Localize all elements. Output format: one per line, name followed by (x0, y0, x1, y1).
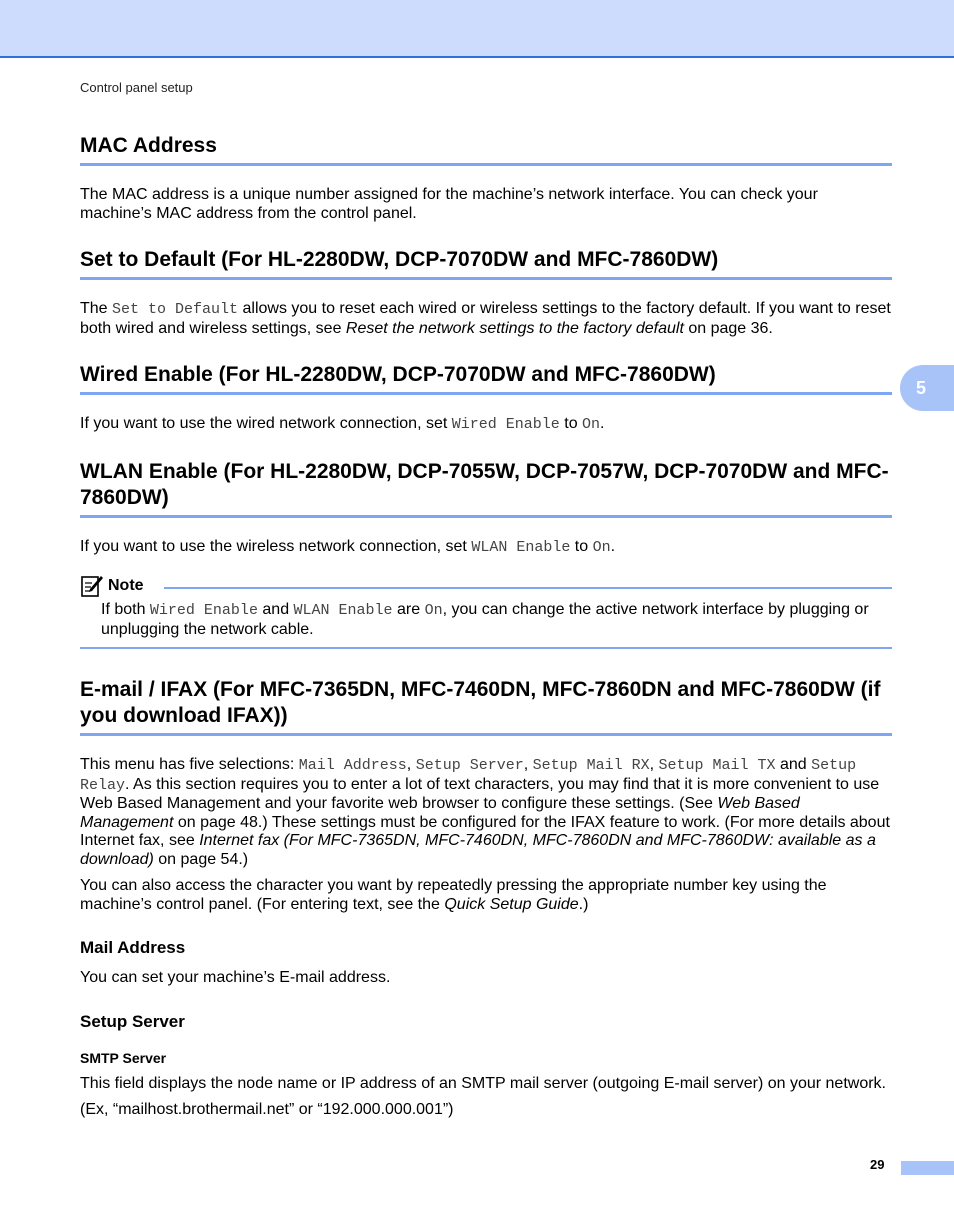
chapter-tab: 5 (900, 365, 954, 411)
mail-address-body: You can set your machine’s E-mail address. (80, 969, 391, 986)
mac-address-body: The MAC address is a unique number assigned for the machine’s network interface. You can check your machine’s MAC address from the control panel. (80, 186, 818, 222)
wired-enable-body: If you want to use the wired network connection, set Wired Enable to On. (80, 415, 605, 433)
code-on: On (424, 602, 443, 619)
code-wlan-enable: WLAN Enable (471, 538, 571, 556)
running-head: Control panel setup (80, 80, 193, 95)
code-on: On (582, 416, 601, 433)
heading-set-to-default: Set to Default (For HL-2280DW, DCP-7070DW and MFC-7860DW) (80, 247, 892, 280)
link-internet-fax: Internet fax (For MFC-7365DN, MFC-7460DN, MFC-7860DN and MFC-7860DW: available as a download) (80, 832, 876, 868)
email-ifax-body: This menu has five selections: Mail Address, Setup Server, Setup Mail RX, Setup Mail TX and Setup Relay. As this section requires you to enter a lot of text characters, you may find that it is more convenient to use Web Based Management and your favorite web browser to configure these settings. (See Web Based Management on page 48.) These settings must be configured for the IFAX feature to work. (For more details about Internet fax, see Internet fax (For MFC-7365DN, MFC-7460DN, MFC-7860DN and MFC-7860DW: available as a download) on page 54.) (80, 756, 890, 868)
heading-email-ifax: E-mail / IFAX (For MFC-7365DN, MFC-7460DN, MFC-7860DN and MFC-7860DW (if you download IFAX)) (80, 677, 892, 736)
email-ifax-body-2: You can also access the character you want by repeatedly pressing the appropriate number key using the machine’s control panel. (For entering text, see the Quick Setup Guide.) (80, 877, 827, 913)
code-setup-relay: Setup Relay (80, 757, 857, 794)
code-wlan-enable: WLAN Enable (293, 602, 393, 619)
code-wired-enable: Wired Enable (149, 602, 258, 619)
heading-smtp-server: SMTP Server (80, 1049, 167, 1066)
code-on: On (592, 538, 611, 556)
code-wired-enable: Wired Enable (451, 416, 560, 433)
wlan-enable-body: If you want to use the wireless network connection, set WLAN Enable to On. (80, 537, 616, 556)
heading-setup-server: Setup Server (80, 1011, 185, 1031)
heading-mail-address: Mail Address (80, 938, 186, 957)
smtp-server-body: This field displays the node name or IP address of an SMTP mail server (outgoing E-mail server) on your network. (80, 1074, 886, 1092)
code-set-to-default: Set to Default (112, 301, 239, 318)
code-setup-mail-rx: Setup Mail RX (532, 757, 650, 774)
note-text: If both Wired Enable and WLAN Enable are On, you can change the active network interface by plugging or unplugging the network cable. (101, 601, 869, 638)
note-label: Note (108, 577, 144, 594)
page-number-bar (901, 1161, 954, 1175)
heading-wlan-enable: WLAN Enable (For HL-2280DW, DCP-7055W, DCP-7057W, DCP-7070DW and MFC-7860DW) (80, 459, 892, 518)
note-box (80, 573, 892, 649)
note-rule (164, 587, 892, 589)
link-web-based-management: Web Based Management (80, 795, 800, 831)
note-body (80, 601, 892, 639)
code-setup-server: Setup Server (415, 757, 524, 774)
link-reset-network-settings: Reset the network settings to the factory default (345, 319, 684, 337)
header-band (0, 0, 954, 58)
code-mail-address: Mail Address (298, 757, 407, 774)
page-content (80, 133, 892, 1144)
link-quick-setup-guide: Quick Setup Guide (444, 895, 579, 913)
set-to-default-body: The Set to Default allows you to reset each wired or wireless settings to the factory default. If you want to reset both wired and wireless settings, see Reset the network settings to the factory default on page 36. (80, 300, 891, 337)
note-header (80, 573, 892, 599)
code-setup-mail-tx: Setup Mail TX (658, 757, 776, 774)
smtp-server-example: (Ex, “mailhost.brothermail.net” or “192.000.000.001”) (80, 1101, 454, 1118)
page-number: 29 (870, 1157, 885, 1172)
heading-mac-address: MAC Address (80, 133, 892, 166)
heading-wired-enable: Wired Enable (For HL-2280DW, DCP-7070DW and MFC-7860DW) (80, 362, 892, 395)
note-pencil-icon (80, 574, 104, 598)
